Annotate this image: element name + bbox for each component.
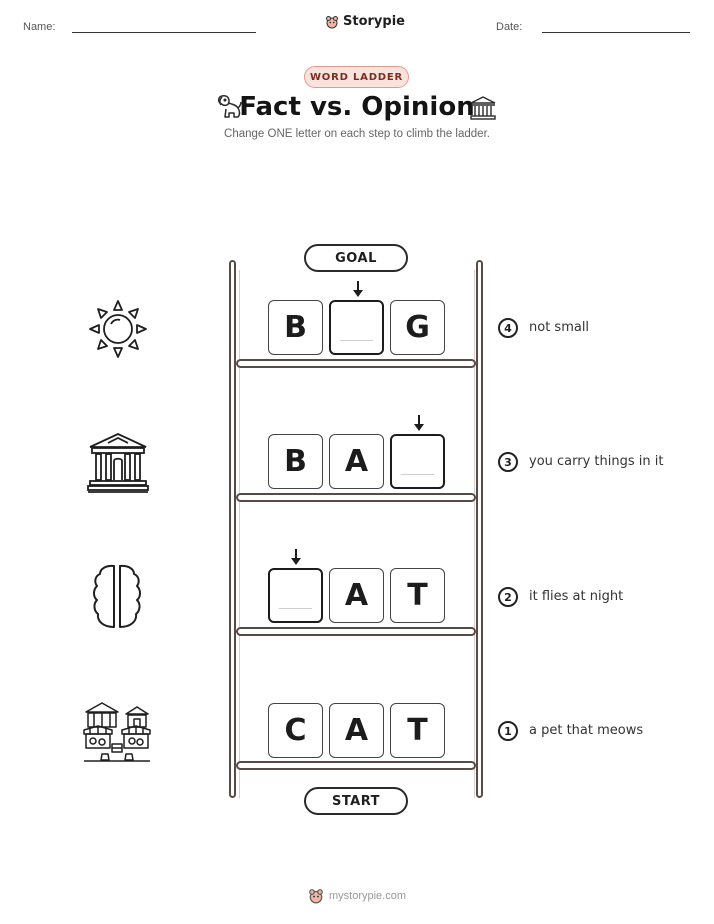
date-line[interactable]	[542, 32, 690, 33]
letter-tile: A	[329, 703, 384, 758]
footer-url[interactable]: mystorypie.com	[328, 890, 407, 902]
word-ladder-badge: WORD LADDER	[304, 66, 409, 88]
date-label: Date:	[496, 21, 523, 33]
step-number: 3	[498, 452, 518, 472]
name-line[interactable]	[72, 32, 256, 33]
step-number: 2	[498, 587, 518, 607]
ladder-right-rail-shade	[474, 270, 475, 798]
storypie-mascot-icon	[325, 15, 339, 29]
brain-icon	[90, 563, 144, 631]
market-icon	[82, 700, 152, 762]
ladder-right-rail	[476, 260, 483, 798]
page-title: Fact vs. Opinion	[239, 92, 475, 122]
letter-tile: C	[268, 703, 323, 758]
letter-tile: T	[390, 568, 445, 623]
blank-letter-tile[interactable]	[329, 300, 384, 355]
storypie-mascot-icon	[308, 888, 324, 904]
step-clue: it flies at night	[529, 589, 624, 604]
step-number: 1	[498, 721, 518, 741]
step-clue: not small	[529, 320, 590, 335]
down-arrow-icon	[289, 548, 303, 566]
brand-name: Storypie	[343, 14, 405, 29]
ladder-left-rail	[229, 260, 236, 798]
letter-tile: B	[268, 434, 323, 489]
blank-letter-tile[interactable]	[268, 568, 323, 623]
museum-title-icon	[468, 94, 498, 122]
instructions: Change ONE letter on each step to climb the ladder.	[224, 128, 490, 140]
ladder-rung	[236, 493, 476, 502]
ladder-rung	[236, 627, 476, 636]
letter-tile: G	[390, 300, 445, 355]
ladder-rung	[236, 359, 476, 368]
museum-icon	[86, 431, 150, 495]
blank-letter-tile[interactable]	[390, 434, 445, 489]
ladder-left-rail-shade	[239, 270, 240, 798]
letter-tile: A	[329, 434, 384, 489]
letter-tile: T	[390, 703, 445, 758]
letter-tile: A	[329, 568, 384, 623]
goal-label: GOAL	[304, 244, 408, 272]
footer	[0, 888, 714, 904]
sun-icon	[87, 298, 149, 360]
brand-logo	[325, 14, 405, 29]
step-clue: you carry things in it	[529, 454, 664, 469]
name-label: Name:	[23, 21, 56, 33]
letter-tile: B	[268, 300, 323, 355]
start-label: START	[304, 787, 408, 815]
step-number: 4	[498, 318, 518, 338]
ladder-rung	[236, 761, 476, 770]
down-arrow-icon	[412, 414, 426, 432]
down-arrow-icon	[351, 280, 365, 298]
step-clue: a pet that meows	[529, 723, 644, 738]
